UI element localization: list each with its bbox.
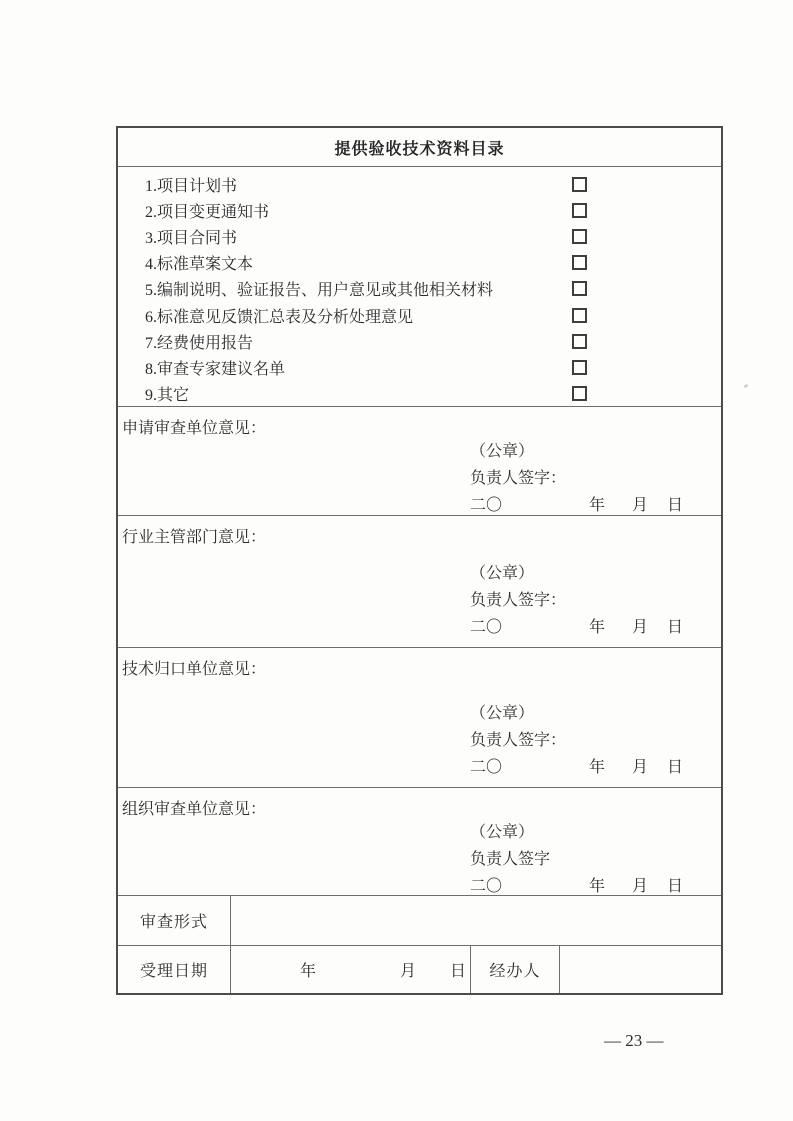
date-day-label: 日 — [667, 878, 684, 895]
date-era: 二〇 — [470, 759, 503, 776]
scan-speck — [744, 384, 748, 388]
date-month-label: 月 — [632, 497, 649, 514]
acceptance-date-row — [118, 945, 721, 993]
date-month-label: 月 — [632, 759, 649, 776]
materials-checklist — [118, 166, 721, 406]
date-year-label: 年 — [589, 759, 606, 776]
date-era: 二〇 — [470, 497, 503, 514]
checklist-item — [145, 276, 721, 302]
form-title-row — [118, 128, 721, 166]
date-day-label: 日 — [667, 759, 684, 776]
checklist-item — [145, 171, 721, 197]
date-year-label: 年 — [589, 878, 606, 895]
review-method-row — [118, 895, 721, 945]
opinion-section-technical-unit — [118, 647, 721, 787]
checkbox[interactable] — [572, 386, 587, 401]
checklist-item — [145, 354, 721, 380]
signature-block — [470, 819, 721, 900]
checkbox[interactable] — [572, 360, 587, 375]
opinion-label: 申请审查单位意见： — [122, 420, 267, 437]
checkbox[interactable] — [572, 203, 587, 218]
review-method-value-field[interactable] — [230, 896, 721, 945]
checklist-item-label: 4.标准草案文本 — [145, 256, 254, 274]
opinion-label: 组织审查单位意见： — [122, 801, 267, 818]
page-number: — 23 — — [604, 1031, 664, 1050]
checklist-item-label: 2.项目变更通知书 — [145, 203, 270, 221]
date-year-label: 年 — [299, 963, 316, 980]
signer-line: 负责人签字： — [470, 592, 567, 609]
checkbox[interactable] — [572, 229, 587, 244]
acceptance-materials-form — [116, 126, 723, 995]
checkbox[interactable] — [572, 308, 587, 323]
date-day-label: 日 — [667, 497, 684, 514]
opinion-section-applicant-unit — [118, 406, 721, 515]
date-month-label: 月 — [399, 963, 416, 980]
signer-line: 负责人签字： — [470, 732, 567, 749]
signer-line: 负责人签字： — [470, 470, 567, 487]
opinion-label: 行业主管部门意见： — [122, 529, 267, 546]
date-era: 二〇 — [470, 619, 503, 636]
checklist-item-label: 1.项目计划书 — [145, 177, 238, 195]
signature-block — [470, 438, 721, 519]
checklist-item-label: 7.经费使用报告 — [145, 334, 254, 352]
checklist-item — [145, 197, 721, 223]
checklist-item — [145, 302, 721, 328]
checklist-item — [145, 381, 721, 407]
signature-block — [470, 560, 721, 641]
checklist-item — [145, 328, 721, 354]
checkbox[interactable] — [572, 177, 587, 192]
date-year-label: 年 — [589, 497, 606, 514]
date-line — [470, 754, 721, 781]
seal-placeholder: （公章） — [470, 824, 535, 841]
seal-placeholder: （公章） — [470, 705, 535, 722]
signature-block — [470, 700, 721, 781]
checkbox[interactable] — [572, 281, 587, 296]
opinion-section-industry-authority — [118, 515, 721, 647]
acceptance-date-label: 受理日期 — [139, 963, 208, 980]
date-year-label: 年 — [589, 619, 606, 636]
date-era: 二〇 — [470, 878, 503, 895]
date-line — [470, 614, 721, 641]
checklist-item-label: 6.标准意见反馈汇总表及分析处理意见 — [145, 308, 414, 326]
signer-line: 负责人签字 — [470, 851, 551, 868]
checklist-item-label: 5.编制说明、验证报告、用户意见或其他相关材料 — [145, 282, 494, 300]
seal-placeholder: （公章） — [470, 565, 535, 582]
handler-label: 经办人 — [470, 946, 559, 993]
checklist-item — [145, 223, 721, 249]
seal-placeholder: （公章） — [470, 443, 535, 460]
acceptance-date-field[interactable] — [230, 946, 470, 993]
review-method-label: 审查形式 — [139, 914, 208, 931]
checkbox[interactable] — [572, 255, 587, 270]
checklist-item — [145, 250, 721, 276]
form-title: 提供验收技术资料目录 — [334, 140, 505, 158]
date-month-label: 月 — [632, 619, 649, 636]
checkbox[interactable] — [572, 334, 587, 349]
opinion-label: 技术归口单位意见： — [122, 661, 267, 678]
checklist-item-label: 3.项目合同书 — [145, 229, 238, 247]
opinion-section-organizing-unit — [118, 787, 721, 895]
date-month-label: 月 — [632, 878, 649, 895]
date-day-label: 日 — [449, 963, 466, 980]
checklist-item-label: 9.其它 — [145, 387, 190, 405]
handler-value-field[interactable] — [559, 946, 721, 993]
checklist-item-label: 8.审查专家建议名单 — [145, 360, 286, 378]
date-day-label: 日 — [667, 619, 684, 636]
